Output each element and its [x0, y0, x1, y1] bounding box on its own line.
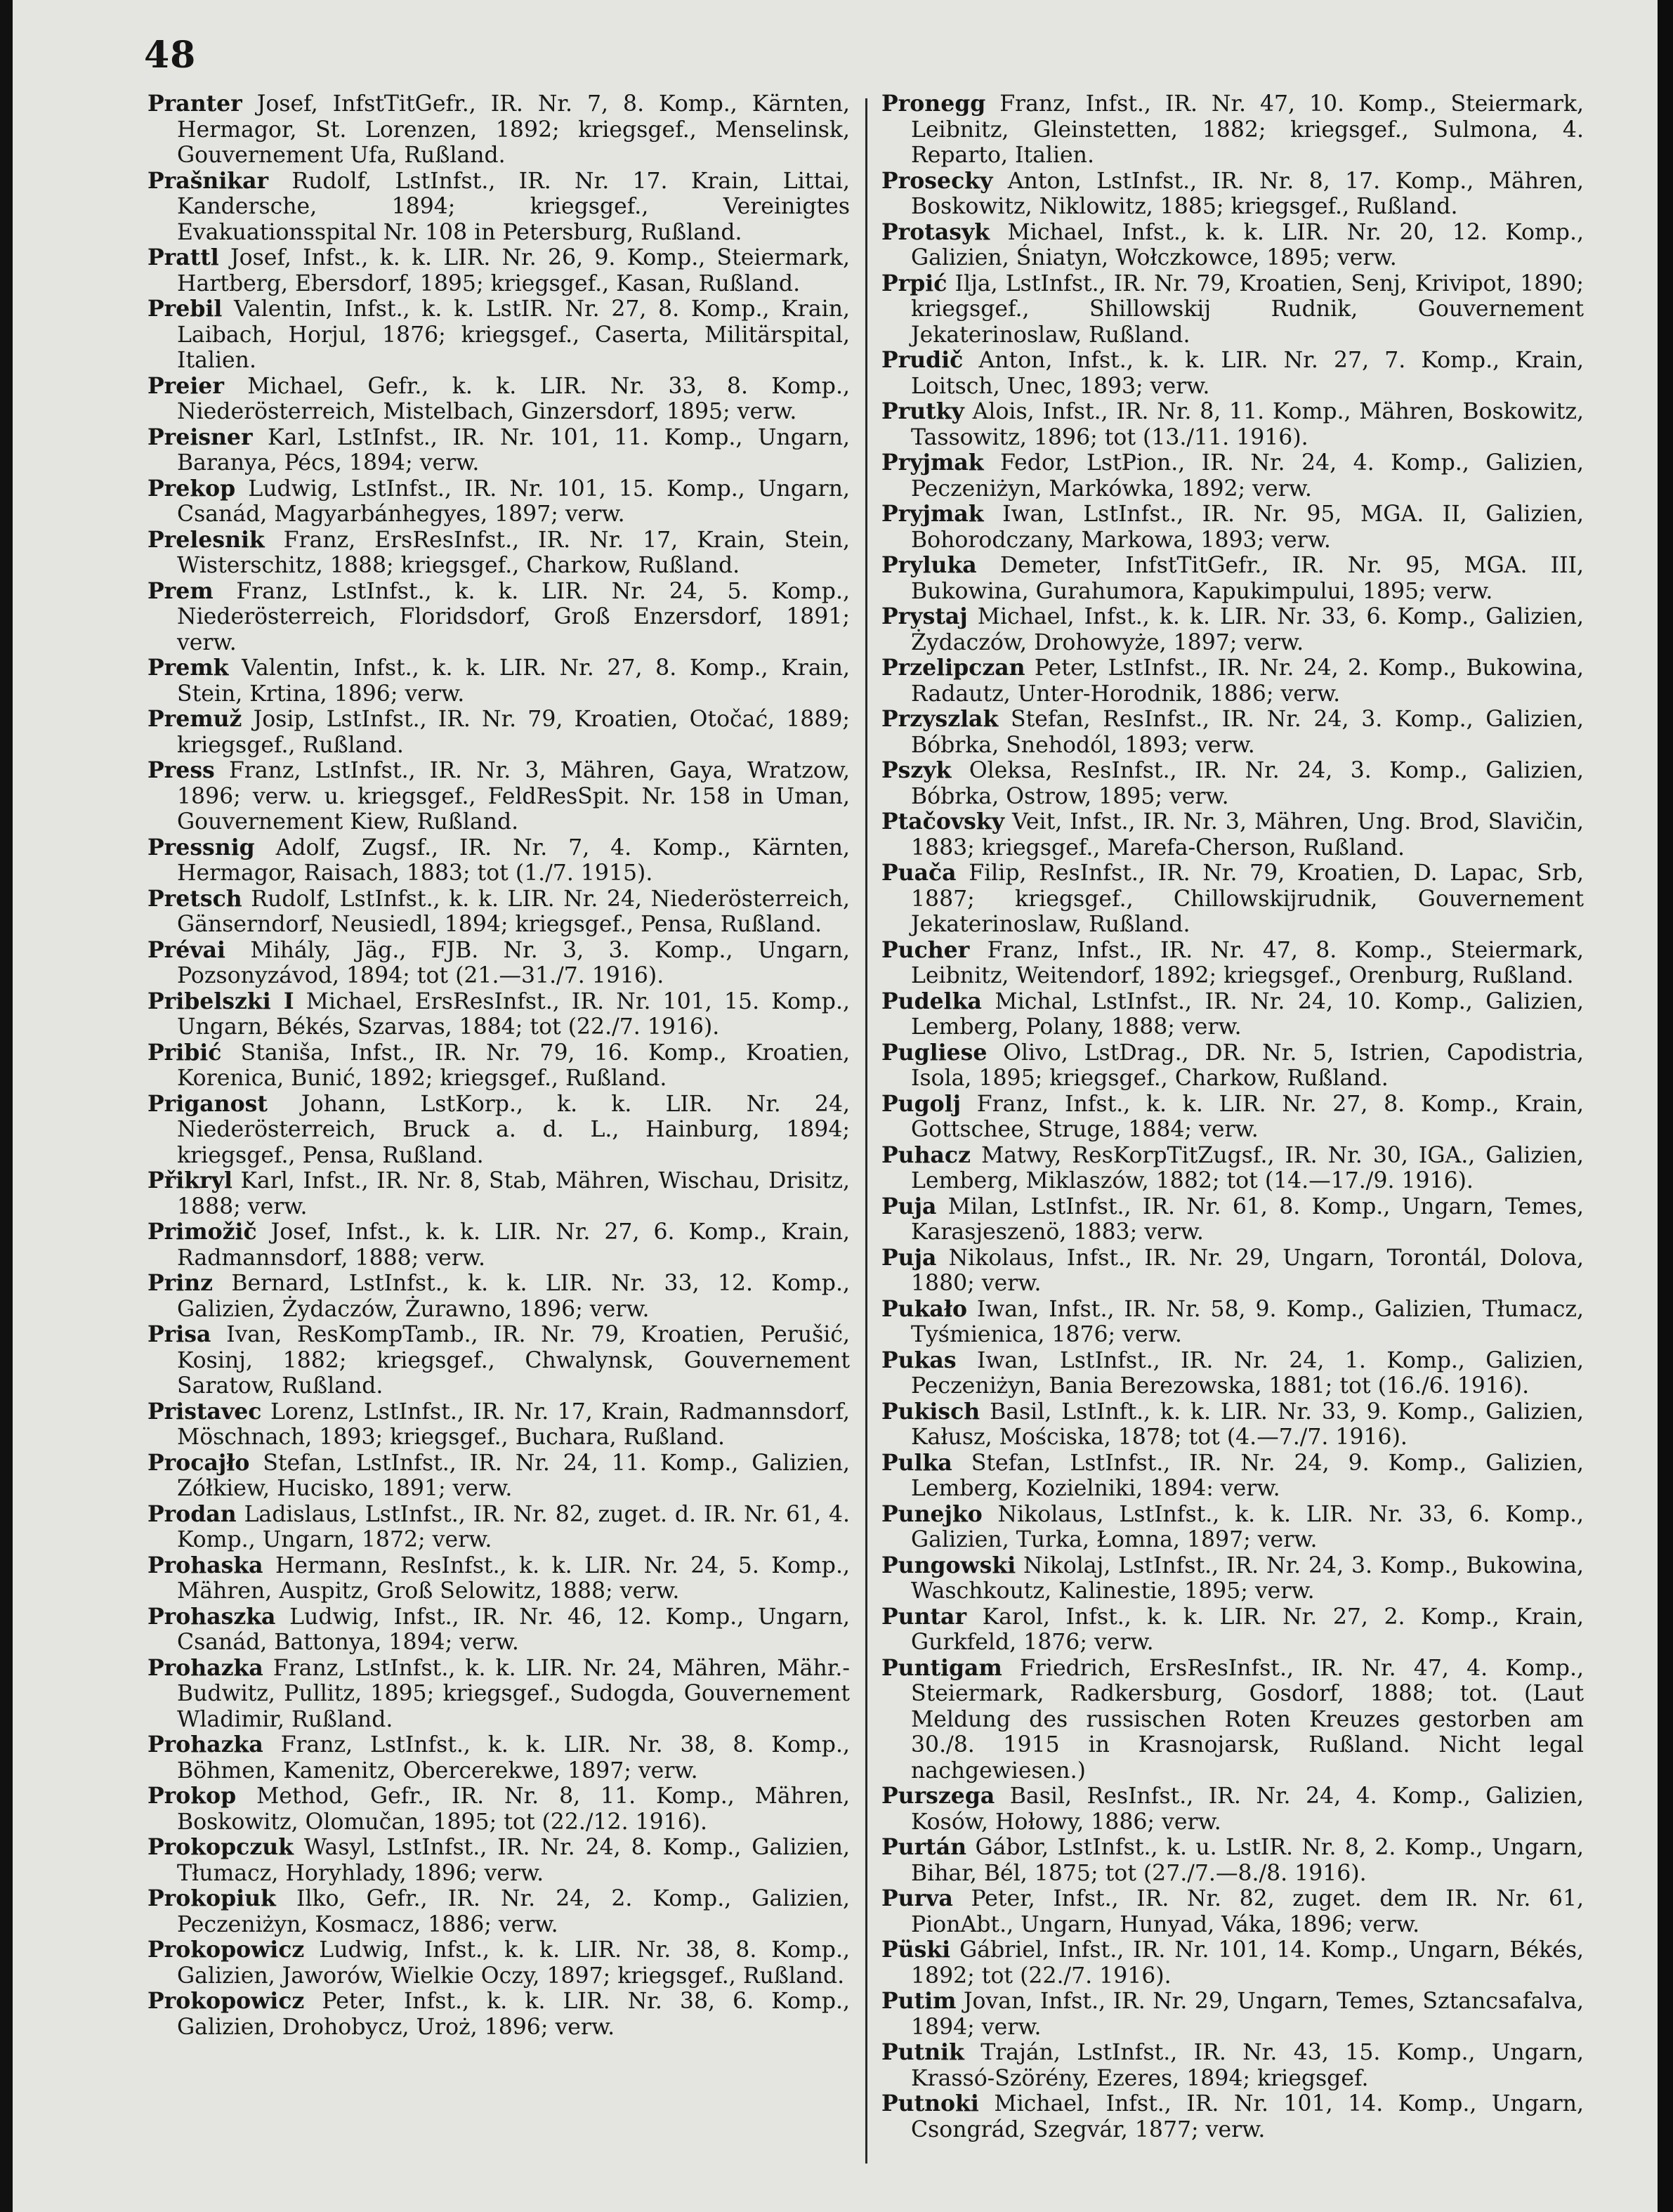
entry-details: Peter, Infst., k. k. LIR. Nr. 38, 6. Komp., Galizien, Drohobycz, Uroż, 1896; verw.	[177, 1989, 851, 2040]
entry-surname: Protasyk	[881, 218, 990, 245]
entry-surname: Prévai	[147, 936, 226, 963]
casualty-entry	[881, 2040, 1584, 2091]
entry-surname: Puntar	[881, 1603, 967, 1630]
entry-details: Karol, Infst., k. k. LIR. Nr. 27, 2. Komp., Krain, Gurkfeld, 1876; verw.	[911, 1604, 1584, 1655]
entry-details: Alois, Infst., IR. Nr. 8, 11. Komp., Mähren, Boskowitz, Tassowitz, 1896; tot (13./11. 1916).	[911, 399, 1585, 450]
entry-surname: Pretsch	[147, 885, 242, 912]
casualty-entry	[147, 1989, 850, 2040]
casualty-entry	[147, 835, 850, 886]
casualty-entry	[147, 1271, 850, 1322]
entry-details: Ludwig, Infst., IR. Nr. 46, 12. Komp., Ungarn, Csanád, Battonya, 1894; verw.	[177, 1604, 850, 1655]
entry-surname: Putnik	[881, 2039, 964, 2065]
entry-details: Michael, Gefr., k. k. LIR. Nr. 33, 8. Komp., Niederösterreich, Mistelbach, Ginzersdorf, 1895; verw.	[177, 373, 850, 424]
entry-details: Michal, LstInfst., IR. Nr. 24, 10. Komp., Galizien, Lemberg, Polany, 1888; verw.	[911, 988, 1584, 1040]
entry-details: Oleksa, ResInfst., IR. Nr. 24, 3. Komp., Galizien, Bóbrka, Ostrow, 1895; verw.	[911, 758, 1584, 809]
entry-details: Adolf, Zugsf., IR. Nr. 7, 4. Komp., Kärnten, Hermagor, Raisach, 1883; tot (1./7. 1915).	[177, 835, 850, 886]
entry-surname: Purszega	[881, 1783, 995, 1809]
entry-surname: Přikryl	[147, 1167, 232, 1193]
entry-surname: Prokopczuk	[147, 1834, 294, 1860]
entry-surname: Prokopiuk	[147, 1885, 276, 1911]
casualty-entry	[881, 1092, 1584, 1143]
entry-surname: Prokop	[147, 1783, 237, 1809]
entry-surname: Pribelszki I	[147, 988, 294, 1014]
entry-details: Josip, LstInfst., IR. Nr. 79, Kroatien, Otočać, 1889; kriegsgef., Rußland.	[177, 707, 850, 758]
entry-surname: Prutky	[881, 398, 964, 424]
entry-details: Iwan, LstInfst., IR. Nr. 24, 1. Komp., Galizien, Peczeniżyn, Bania Berezowska, 1881; tot (16./6. 1916).	[911, 1347, 1585, 1399]
casualty-entry	[881, 502, 1584, 553]
casualty-entry	[147, 989, 850, 1040]
casualty-entry	[881, 860, 1584, 938]
entry-details: Matwy, ResKorpTitZugsf., IR. Nr. 30, IGA., Galizien, Lemberg, Miklaszów, 1882; tot (14.—17./9. 1916).	[911, 1142, 1584, 1193]
entry-details: Stefan, LstInfst., IR. Nr. 24, 11. Komp., Galizien, Zółkiew, Hucisko, 1891; verw.	[177, 1450, 850, 1501]
entry-surname: Pucher	[881, 936, 970, 963]
casualty-entry	[881, 758, 1584, 809]
page-number: 48	[144, 34, 197, 77]
entry-details: Hermann, ResInfst., k. k. LIR. Nr. 24, 5. Komp., Mähren, Auspitz, Groß Selowitz, 1888; verw.	[177, 1552, 850, 1604]
entry-surname: Prisa	[147, 1321, 211, 1347]
entry-surname: Püski	[881, 1937, 951, 1963]
entry-details: Ivan, ResKompTamb., IR. Nr. 79, Kroatien, Perušić, Kosinj, 1882; kriegsgef., Chwalynsk, Gouvernement Saratow, Rußland.	[177, 1322, 851, 1399]
entry-details: Mihály, Jäg., FJB. Nr. 3, 3. Komp., Ungarn, Pozsonyzávod, 1894; tot (21.—31./7. 1916).	[177, 937, 851, 988]
right-column	[881, 91, 1584, 2142]
casualty-entry	[881, 655, 1584, 707]
entry-surname: Pristavec	[147, 1398, 262, 1425]
entry-surname: Przyszlak	[881, 706, 999, 732]
entry-details: Traján, LstInfst., IR. Nr. 43, 15. Komp., Ungarn, Krassó-Szörény, Ezeres, 1894; kriegsgef.	[911, 2040, 1584, 2091]
entry-surname: Pronegg	[881, 91, 986, 117]
entry-surname: Prohaska	[147, 1552, 263, 1578]
entry-details: Michael, ErsResInfst., IR. Nr. 101, 15. Komp., Ungarn, Békés, Szarvas, 1884; tot (22./7. 1916).	[177, 988, 851, 1040]
entry-surname: Prokopowicz	[147, 1988, 305, 2014]
entry-details: Josef, InfstTitGefr., IR. Nr. 7, 8. Komp., Kärnten, Hermagor, St. Lorenzen, 1892; kriegsgef., Menselinsk, Gouvernement Ufa, Rußland.	[177, 91, 850, 168]
casualty-entry	[147, 1886, 850, 1937]
casualty-entry	[147, 374, 850, 425]
entry-surname: Puača	[881, 860, 957, 886]
entry-surname: Pszyk	[881, 757, 952, 783]
casualty-entry	[147, 169, 850, 246]
casualty-entry	[147, 1219, 850, 1271]
entry-surname: Ptačovsky	[881, 809, 1005, 835]
casualty-entry	[881, 1297, 1584, 1348]
entry-details: Ladislaus, LstInfst., IR. Nr. 82, zuget. d. IR. Nr. 61, 4. Komp., Ungarn, 1872; verw.	[177, 1501, 851, 1552]
casualty-entry	[881, 2091, 1584, 2142]
entry-surname: Prekop	[147, 475, 236, 502]
entry-surname: Preisner	[147, 424, 253, 450]
entry-surname: Przelipczan	[881, 655, 1025, 681]
entry-surname: Purva	[881, 1885, 953, 1911]
entry-details: Valentin, Infst., k. k. LstIR. Nr. 27, 8. Komp., Krain, Laibach, Horjul, 1876; kriegsgef., Caserta, Militärspital, Italien.	[177, 296, 850, 373]
entry-surname: Premk	[147, 655, 229, 681]
entry-details: Josef, Infst., k. k. LIR. Nr. 27, 6. Komp., Krain, Radmannsdorf, 1888; verw.	[177, 1219, 851, 1271]
entry-details: Olivo, LstDrag., DR. Nr. 5, Istrien, Capodistria, Isola, 1895; kriegsgef., Charkow, Rußland.	[911, 1040, 1585, 1091]
casualty-entry	[147, 1604, 850, 1656]
entry-details: Franz, LstInfst., k. k. LIR. Nr. 24, Mähren, Mähr.-Budwitz, Pullitz, 1895; kriegsgef., Sudogda, Gouvernement Wladimir, Rußland.	[177, 1655, 850, 1732]
entry-surname: Primožič	[147, 1219, 257, 1245]
entry-surname: Prpić	[881, 270, 947, 296]
entry-surname: Puhacz	[881, 1141, 971, 1168]
casualty-entry	[147, 1784, 850, 1835]
casualty-entry	[881, 348, 1584, 399]
entry-surname: Pryjmak	[881, 501, 984, 527]
casualty-entry	[881, 1989, 1584, 2040]
casualty-entry	[147, 528, 850, 579]
casualty-entry	[147, 91, 850, 169]
entry-surname: Pryluka	[881, 552, 977, 578]
casualty-entry	[147, 707, 850, 758]
column-divider	[865, 98, 867, 2164]
entry-details: Fedor, LstPion., IR. Nr. 24, 4. Komp., Galizien, Peczeniżyn, Markówka, 1892; verw.	[911, 450, 1584, 502]
casualty-entry	[147, 758, 850, 835]
casualty-entry	[881, 271, 1584, 348]
entry-surname: Procajło	[147, 1449, 250, 1476]
entry-surname: Prebil	[147, 296, 223, 322]
casualty-entry	[147, 886, 850, 938]
casualty-entry	[881, 399, 1584, 450]
casualty-entry	[881, 91, 1584, 169]
entry-surname: Prohazka	[147, 1732, 263, 1758]
entry-details: Lorenz, LstInfst., IR. Nr. 17, Krain, Radmannsdorf, Möschnach, 1893; kriegsgef., Buchara, Rußland.	[177, 1399, 850, 1450]
entry-surname: Prosecky	[881, 167, 993, 194]
entry-surname: Prohaszka	[147, 1603, 276, 1630]
casualty-entry	[881, 553, 1584, 604]
entry-details: Johann, LstKorp., k. k. LIR. Nr. 24, Niederösterreich, Bruck a. d. L., Hainburg, 1894; kriegsgef., Pensa, Rußland.	[177, 1091, 850, 1168]
entry-details: Ilja, LstInfst., IR. Nr. 79, Kroatien, Senj, Krivipot, 1890; kriegsgef., Shillowskij Rudnik, Gouvernement Jekaterinoslaw, Rußland.	[911, 270, 1585, 348]
casualty-entry	[147, 425, 850, 476]
casualty-entry	[881, 1194, 1584, 1245]
entry-surname: Prašnikar	[147, 167, 269, 194]
casualty-entry	[881, 1451, 1584, 1502]
entry-details: Josef, Infst., k. k. LIR. Nr. 26, 9. Komp., Steiermark, Hartberg, Ebersdorf, 1895; kriegsgef., Kasan, Rußland.	[177, 245, 851, 296]
casualty-entry	[881, 1553, 1584, 1604]
entry-details: Wasyl, LstInfst., IR. Nr. 24, 8. Komp., Galizien, Tłumacz, Horyhlady, 1896; verw.	[177, 1835, 851, 1886]
casualty-entry	[881, 707, 1584, 758]
entry-surname: Prudič	[881, 347, 964, 373]
casualty-entry	[881, 1348, 1584, 1399]
entry-surname: Press	[147, 757, 215, 783]
entry-details: Franz, LstInfst., k. k. LIR. Nr. 38, 8. Komp., Böhmen, Kamenitz, Obercerekwe, 1897; verw.	[177, 1732, 850, 1784]
casualty-entry	[881, 169, 1584, 220]
entry-surname: Putim	[881, 1988, 957, 2014]
casualty-entry	[147, 1937, 850, 1989]
entry-details: Ludwig, LstInfst., IR. Nr. 101, 15. Komp., Ungarn, Csanád, Magyarbánhegyes, 1897; verw.	[177, 476, 850, 527]
casualty-entry	[881, 1835, 1584, 1886]
entry-details: Gábriel, Infst., IR. Nr. 101, 14. Komp., Ungarn, Békés, 1892; tot (22./7. 1916).	[911, 1937, 1584, 1989]
casualty-entry	[881, 220, 1584, 271]
entry-details: Stefan, LstInfst., IR. Nr. 24, 9. Komp., Galizien, Lemberg, Kozielniki, 1894: verw.	[911, 1450, 1584, 1501]
entry-details: Rudolf, LstInfst., IR. Nr. 17. Krain, Littai, Kandersche, 1894; kriegsgef., Vereinigtes Evakuationsspital Nr. 108 in Petersburg, Rußland.	[177, 168, 850, 245]
casualty-entry	[147, 476, 850, 528]
entry-surname: Prodan	[147, 1500, 237, 1527]
entry-surname: Pribić	[147, 1039, 222, 1066]
entry-surname: Pugolj	[881, 1090, 961, 1117]
entry-surname: Pungowski	[881, 1552, 1016, 1578]
entry-details: Anton, Infst., k. k. LIR. Nr. 27, 7. Komp., Krain, Loitsch, Unec, 1893; verw.	[911, 348, 1584, 399]
entry-surname: Prinz	[147, 1270, 214, 1296]
entry-details: Jovan, Infst., IR. Nr. 29, Ungarn, Temes, Sztancsafalva, 1894; verw.	[911, 1989, 1584, 2040]
entry-surname: Pukas	[881, 1347, 957, 1373]
entry-details: Franz, Infst., k. k. LIR. Nr. 27, 8. Komp., Krain, Gottschee, Struge, 1884; verw.	[911, 1091, 1584, 1142]
entry-details: Ludwig, Infst., k. k. LIR. Nr. 38, 8. Komp., Galizien, Jaworów, Wielkie Oczy, 1897; kriegsgef., Rußland.	[177, 1937, 850, 1989]
casualty-entry	[147, 1451, 850, 1502]
entry-details: Basil, LstInft., k. k. LIR. Nr. 33, 9. Komp., Galizien, Kałusz, Mościska, 1878; tot (4.—7./7. 1916).	[911, 1399, 1585, 1450]
entry-details: Franz, Infst., IR. Nr. 47, 10. Komp., Steiermark, Leibnitz, Gleinstetten, 1882; kriegsgef., Sulmona, 4. Reparto, Italien.	[911, 91, 1584, 168]
entry-surname: Pukisch	[881, 1398, 980, 1425]
entry-details: Rudolf, LstInfst., k. k. LIR. Nr. 24, Niederösterreich, Gänserndorf, Neusiedl, 1894; kriegsgef., Pensa, Rußland.	[177, 886, 850, 937]
entry-details: Michael, Infst., k. k. LIR. Nr. 33, 6. Komp., Galizien, Żydaczów, Drohowyże, 1897; verw.	[911, 604, 1584, 655]
casualty-entry	[881, 604, 1584, 655]
entry-surname: Pressnig	[147, 834, 255, 860]
casualty-entry	[881, 1784, 1584, 1835]
casualty-entry	[881, 1040, 1584, 1092]
entry-details: Franz, LstInfst., IR. Nr. 3, Mähren, Gaya, Wratzow, 1896; verw. u. kriegsgef., FeldResSpit. Nr. 158 in Uman, Gouvernement Kiew, Rußland.	[177, 758, 850, 835]
entry-details: Peter, LstInfst., IR. Nr. 24, 2. Komp., Bukowina, Radautz, Unter-Horodnik, 1886; verw.	[911, 655, 1585, 707]
casualty-entry	[881, 1143, 1584, 1194]
casualty-entry	[147, 245, 850, 296]
casualty-entry	[147, 1732, 850, 1784]
entry-details: Iwan, Infst., IR. Nr. 58, 9. Komp., Galizien, Tłumacz, Tyśmienica, 1876; verw.	[911, 1296, 1584, 1347]
entry-surname: Prattl	[147, 244, 219, 270]
entry-surname: Pudelka	[881, 988, 982, 1014]
entry-details: Gábor, LstInfst., k. u. LstIR. Nr. 8, 2. Komp., Ungarn, Bihar, Bél, 1875; tot (27./7.—8./8. 1916).	[911, 1835, 1584, 1886]
entry-details: Veit, Infst., IR. Nr. 3, Mähren, Ung. Brod, Slavičin, 1883; kriegsgef., Marefa-Cherson, Rußland.	[911, 809, 1584, 860]
casualty-entry	[147, 296, 850, 374]
entry-details: Staniša, Infst., IR. Nr. 79, 16. Komp., Kroatien, Korenica, Bunić, 1892; kriegsgef., Rußland.	[177, 1040, 850, 1091]
entry-details: Filip, ResInfst., IR. Nr. 79, Kroatien, D. Lapac, Srb, 1887; kriegsgef., Chillowskijrudnik, Gouvernement Jekaterinoslaw, Rußland.	[911, 860, 1584, 937]
entry-details: Michael, Infst., k. k. LIR. Nr. 20, 12. Komp., Galizien, Śniatyn, Wołczkowce, 1895; verw.	[911, 219, 1584, 270]
entry-details: Franz, Infst., IR. Nr. 47, 8. Komp., Steiermark, Leibnitz, Weitendorf, 1892; kriegsgef., Orenburg, Rußland.	[911, 937, 1584, 988]
casualty-entry	[881, 938, 1584, 989]
entry-surname: Pulka	[881, 1449, 952, 1476]
entry-details: Milan, LstInfst., IR. Nr. 61, 8. Komp., Ungarn, Temes, Karasjeszenö, 1883; verw.	[911, 1193, 1584, 1245]
casualty-entry	[881, 1604, 1584, 1656]
entry-surname: Puja	[881, 1193, 937, 1219]
entry-details: Franz, ErsResInfst., IR. Nr. 17, Krain, Stein, Wisterschitz, 1888; kriegsgef., Charkow, Rußland.	[177, 527, 850, 578]
entry-surname: Preier	[147, 372, 224, 399]
entry-details: Stefan, ResInfst., IR. Nr. 24, 3. Komp., Galizien, Bóbrka, Snehodól, 1893; verw.	[911, 707, 1585, 758]
entry-details: Nikolaus, Infst., IR. Nr. 29, Ungarn, Torontál, Dolova, 1880; verw.	[911, 1245, 1584, 1296]
casualty-entry	[147, 1040, 850, 1092]
casualty-entry	[881, 989, 1584, 1040]
casualty-entry	[881, 450, 1584, 502]
entry-details: Friedrich, ErsResInfst., IR. Nr. 47, 4. Komp., Steiermark, Radkersburg, Gosdorf, 1888; tot. (Laut Meldung des russischen Roten Kreuzes gestorben am 30./8. 1915 in Krasnojarsk, Rußland. Nicht legal nachgewiesen.)	[911, 1655, 1584, 1784]
casualty-entry	[147, 1835, 850, 1886]
entry-surname: Premuž	[147, 706, 242, 732]
casualty-entry	[881, 1656, 1584, 1784]
entry-details: Valentin, Infst., k. k. LIR. Nr. 27, 8. Komp., Krain, Stein, Krtina, 1896; verw.	[177, 655, 850, 707]
entry-surname: Prohazka	[147, 1654, 263, 1681]
entry-surname: Prelesnik	[147, 526, 265, 553]
entry-details: Karl, LstInfst., IR. Nr. 101, 11. Komp., Ungarn, Baranya, Pécs, 1894; verw.	[177, 424, 850, 476]
entry-surname: Prystaj	[881, 603, 968, 629]
entry-surname: Prem	[147, 577, 214, 604]
entry-details: Ilko, Gefr., IR. Nr. 24, 2. Komp., Galizien, Peczeniżyn, Kosmacz, 1886; verw.	[177, 1886, 851, 1937]
casualty-entry	[147, 1168, 850, 1219]
casualty-entry	[147, 655, 850, 707]
entry-surname: Prokopowicz	[147, 1937, 305, 1963]
casualty-entry	[881, 1886, 1584, 1937]
entry-details: Method, Gefr., IR. Nr. 8, 11. Komp., Mähren, Boskowitz, Olomučan, 1895; tot (22./12. 1916).	[177, 1784, 850, 1835]
entry-details: Peter, Infst., IR. Nr. 82, zuget. dem IR. Nr. 61, PionAbt., Ungarn, Hunyad, Váka, 1896; verw.	[911, 1886, 1584, 1937]
left-column	[147, 91, 850, 2040]
casualty-entry	[881, 1502, 1584, 1553]
entry-details: Franz, LstInfst., k. k. LIR. Nr. 24, 5. Komp., Niederösterreich, Floridsdorf, Groß Enzersdorf, 1891; verw.	[177, 578, 850, 655]
casualty-entry	[881, 809, 1584, 860]
casualty-entry	[147, 579, 850, 656]
entry-details: Iwan, LstInfst., IR. Nr. 95, MGA. II, Galizien, Bohorodczany, Markowa, 1893; verw.	[911, 502, 1584, 553]
entry-details: Demeter, InfstTitGefr., IR. Nr. 95, MGA. III, Bukowina, Gurahumora, Kapukimpului, 1895; verw.	[911, 553, 1584, 604]
casualty-entry	[147, 1502, 850, 1553]
casualty-entry	[147, 1092, 850, 1169]
scan-edge-right	[1658, 0, 1673, 2212]
casualty-entry	[881, 1937, 1584, 1989]
casualty-entry	[881, 1245, 1584, 1297]
entry-surname: Priganost	[147, 1090, 268, 1117]
casualty-entry	[147, 1656, 850, 1733]
entry-details: Michael, Infst., IR. Nr. 101, 14. Komp., Ungarn, Csongrád, Szegvár, 1877; verw.	[911, 2091, 1584, 2142]
casualty-entry	[881, 1399, 1584, 1451]
entry-details: Karl, Infst., IR. Nr. 8, Stab, Mähren, Wischau, Drisitz, 1888; verw.	[177, 1168, 850, 1219]
entry-details: Nikolaus, LstInfst., k. k. LIR. Nr. 33, 6. Komp., Galizien, Turka, Łomna, 1897; verw.	[911, 1501, 1585, 1552]
entry-details: Basil, ResInfst., IR. Nr. 24, 4. Komp., Galizien, Kosów, Hołowy, 1886; verw.	[911, 1784, 1585, 1835]
casualty-entry	[147, 938, 850, 989]
entry-details: Bernard, LstInfst., k. k. LIR. Nr. 33, 12. Komp., Galizien, Żydaczów, Żurawno, 1896; verw.	[177, 1271, 850, 1322]
entry-surname: Puntigam	[881, 1654, 1002, 1681]
casualty-entry	[147, 1322, 850, 1399]
entry-surname: Pranter	[147, 91, 242, 117]
entry-surname: Purtán	[881, 1834, 967, 1860]
entry-details: Nikolaj, LstInfst., IR. Nr. 24, 3. Komp., Bukowina, Waschkoutz, Kalinestie, 1895; verw.	[911, 1552, 1584, 1604]
entry-surname: Puja	[881, 1244, 937, 1271]
entry-surname: Putnoki	[881, 2090, 979, 2116]
casualty-entry	[147, 1553, 850, 1604]
entry-surname: Pugliese	[881, 1039, 988, 1066]
entry-surname: Punejko	[881, 1500, 983, 1527]
entry-surname: Pryjmak	[881, 450, 984, 476]
entry-details: Anton, LstInfst., IR. Nr. 8, 17. Komp., Mähren, Boskowitz, Niklowitz, 1885; kriegsgef., Rußland.	[911, 168, 1585, 219]
casualty-entry	[147, 1399, 850, 1451]
scan-edge-left	[0, 0, 13, 2212]
entry-surname: Pukało	[881, 1295, 967, 1322]
